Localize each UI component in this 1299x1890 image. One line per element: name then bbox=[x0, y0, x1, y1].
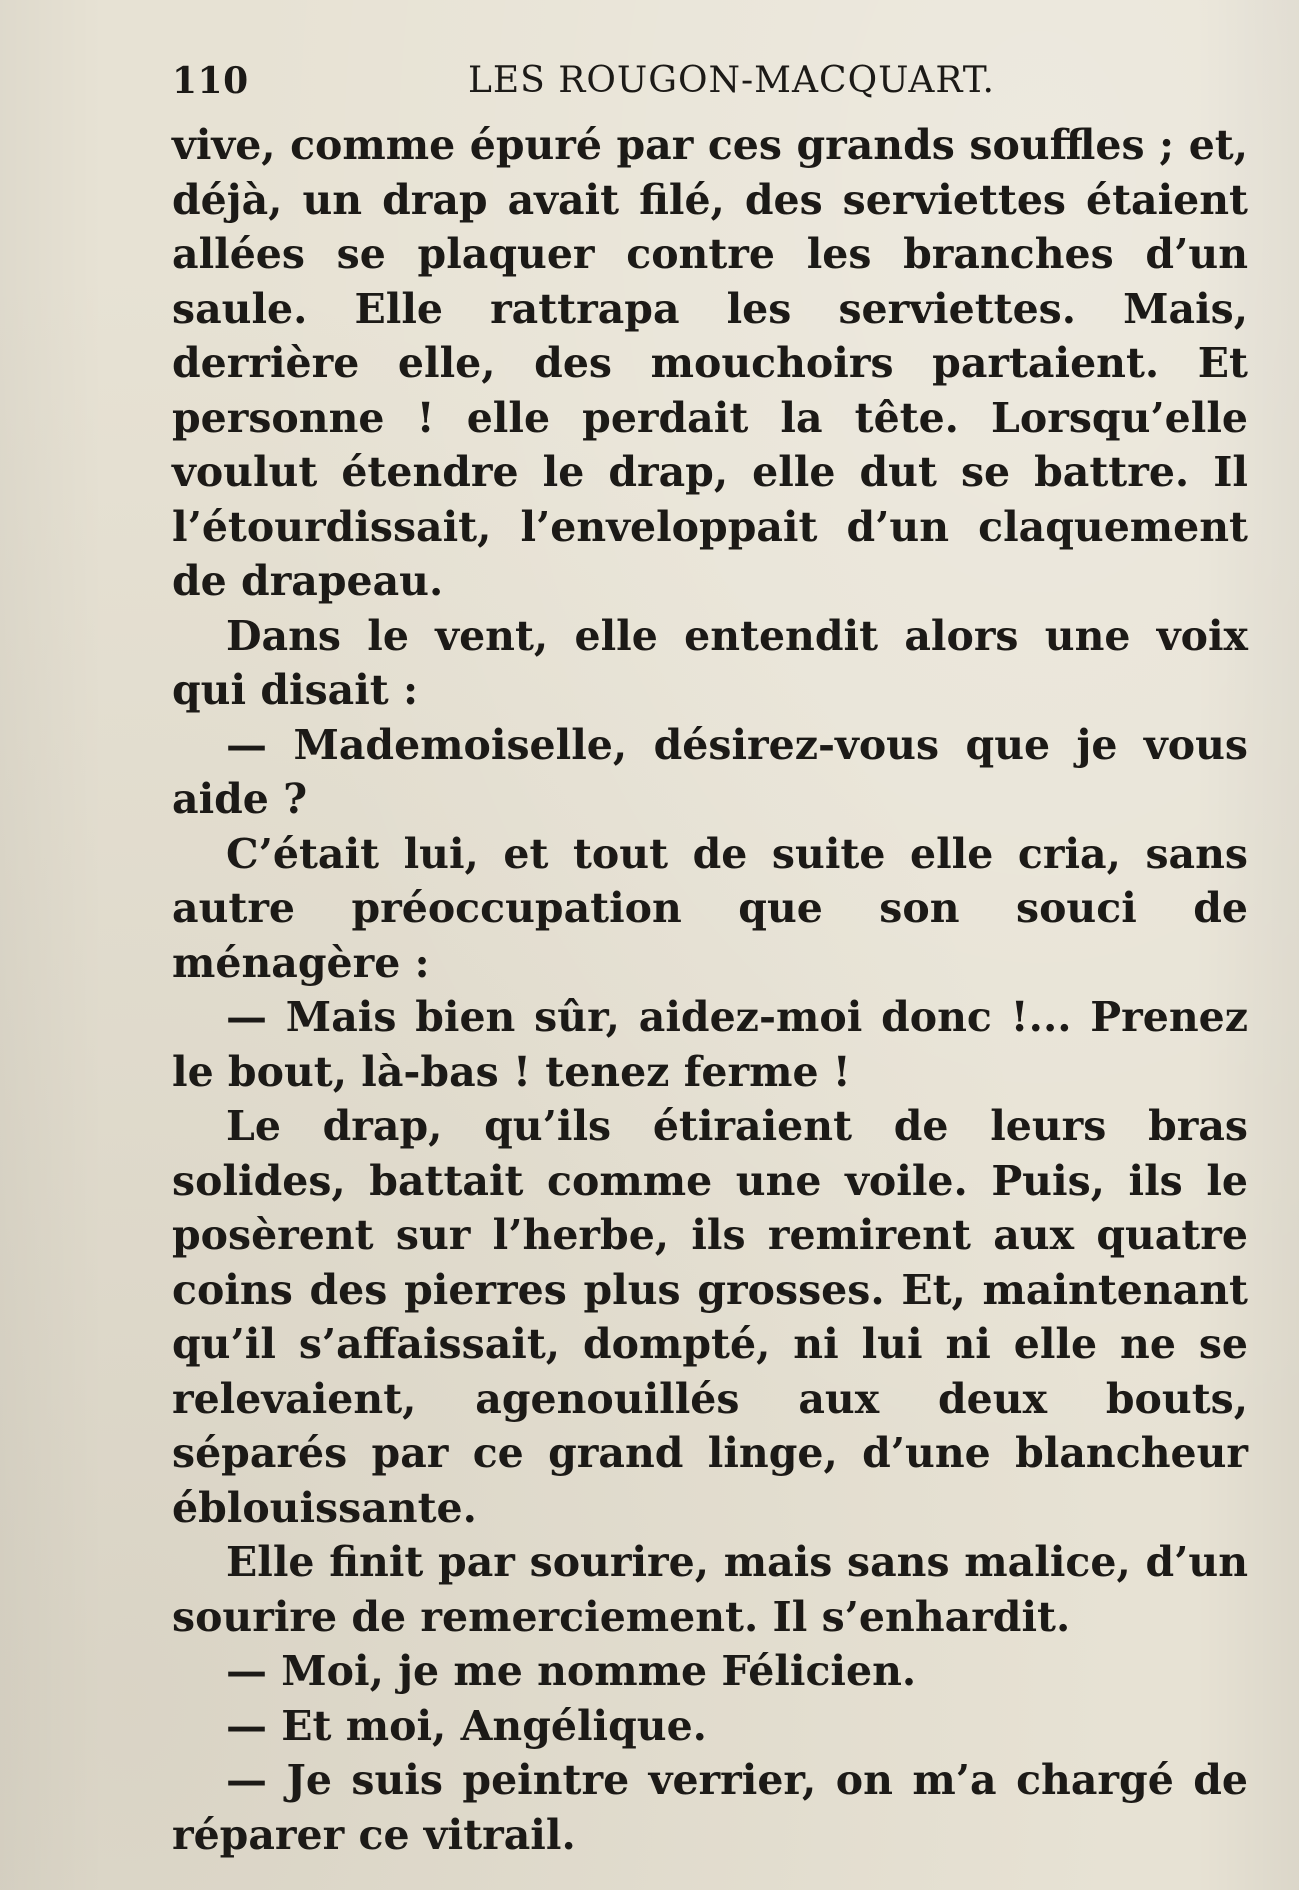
dialogue-line: — Mais bien sûr, aidez-moi donc !... Prenez le bout, là-bas ! tenez ferme ! bbox=[172, 993, 1248, 1096]
dialogue-line: — Moi, je me nomme Félicien. bbox=[226, 1647, 917, 1695]
paragraph: Elle finit par sourire, mais sans malice, d’un sourire de remerciement. Il s’enhardit. bbox=[172, 1538, 1248, 1641]
dialogue-line: — Mademoiselle, désirez-vous que je vous aide ? bbox=[172, 720, 1248, 823]
paragraph: Dans le vent, elle entendit alors une voix qui disait : bbox=[172, 611, 1248, 714]
page-header bbox=[172, 60, 1248, 118]
paragraph: Le drap, qu’ils étiraient de leurs bras solides, battait comme une voile. Puis, ils le posèrent sur l’herbe, ils remirent aux quatre coins des pierres plus grosses. Et, maintenant qu’il s’affaissait, dompté, ni lui ni elle ne se relevaient, agenouillés aux deux bouts, séparés par ce grand linge, d’une blancheur éblouissante. bbox=[172, 1102, 1248, 1532]
dialogue-line: — Je suis peintre verrier, on m’a chargé de réparer ce vitrail. bbox=[172, 1756, 1248, 1859]
dialogue-line: — Et moi, Angélique. bbox=[226, 1701, 707, 1750]
paragraph: vive, comme épuré par ces grands souffles ; et, déjà, un drap avait filé, des serviettes étaient allées se plaquer contre les branches d’un saule. Elle rattrapa les serviettes. Mais, derrière elle, des mouchoirs partaient. Et personne ! elle perdait la tête. Lorsqu’elle voulut étendre le drap, elle dut se battre. Il l’étourdissait, l’enveloppait d’un claquement de drapeau. bbox=[172, 121, 1248, 605]
body-text bbox=[172, 118, 1248, 1862]
paragraph: C’était lui, et tout de suite elle cria, sans autre préoccupation que son souci de ménagère : bbox=[172, 829, 1248, 987]
running-head: LES ROUGON-MACQUART. bbox=[468, 60, 995, 101]
book-page bbox=[172, 60, 1248, 1862]
page-number: 110 bbox=[172, 60, 249, 102]
